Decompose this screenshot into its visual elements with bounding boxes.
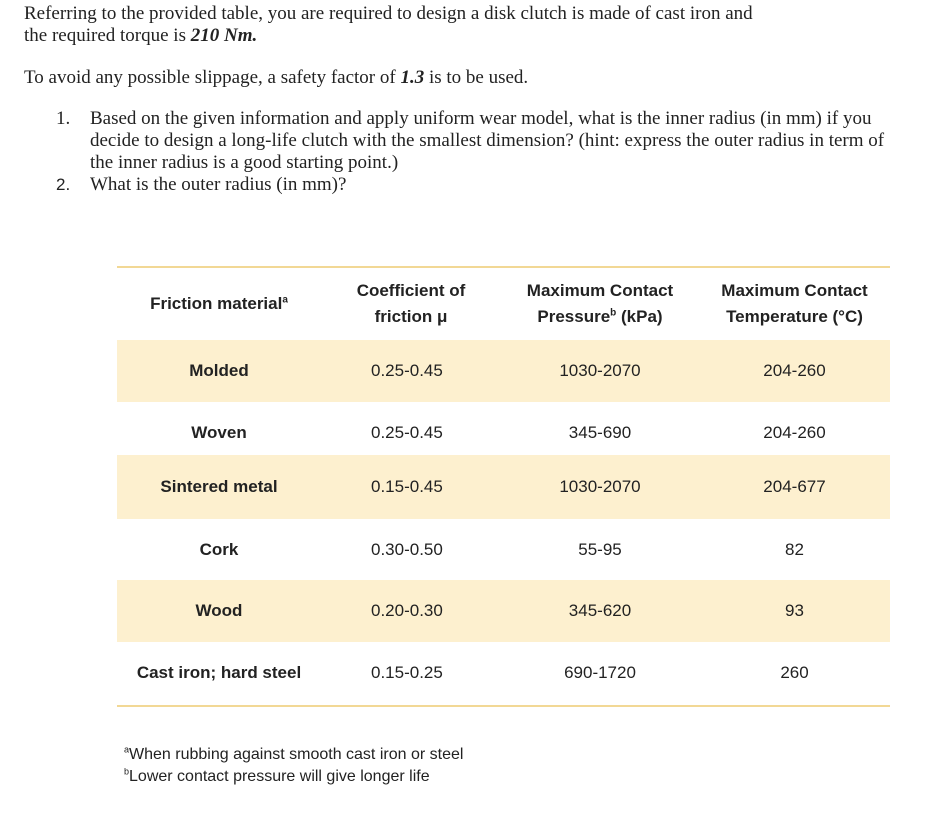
cell-material: Cast iron; hard steel [136,663,302,682]
cell-temperature: 204-260 [763,361,826,380]
cell-friction: 0.20-0.30 [371,601,443,620]
header-col3-line2: Pressure [537,307,611,326]
header-col2-line1: Coefficient of [356,281,466,300]
cell-pressure: 1030-2070 [559,361,641,380]
header-col4-line1: Maximum Contact [721,281,868,300]
question-list [56,108,896,196]
intro-line-1: Referring to the provided table, you are required to design a disk clutch is made of cast iron and [24,3,753,24]
footnote [124,766,463,788]
table-footnotes [124,744,463,788]
cell-friction: 0.25-0.45 [371,361,443,380]
header-friction-material [117,268,321,340]
cell-friction: 0.30-0.50 [371,540,443,559]
cell-temperature: 260 [780,663,809,682]
header-col3-sup: b [610,307,617,319]
question-item [56,108,896,174]
cell-pressure: 345-690 [568,423,632,442]
cell-temperature: 93 [785,601,804,620]
cell-material: Cork [199,540,239,559]
cell-material: Wood [195,601,243,620]
footnote-text: When rubbing against smooth cast iron or steel [129,746,464,763]
table-header [117,268,890,340]
cell-friction: 0.25-0.45 [371,423,443,442]
cell-pressure: 55-95 [578,540,622,559]
cell-material: Woven [191,423,247,442]
table-row [117,580,890,642]
safety-text-a: To avoid any possible slippage, a safety factor of [24,67,401,88]
cell-pressure: 345-620 [568,601,632,620]
question-item [56,174,896,196]
header-col2-line2: friction μ [374,307,448,326]
footnote-text: Lower contact pressure will give longer life [129,768,430,785]
question-number: 2. [56,175,71,194]
header-col1-text: Friction material [150,294,283,313]
table-row [117,340,890,402]
footnote-marker: b [124,766,130,777]
table-row [117,519,890,581]
torque-value: 210 Nm. [190,25,258,46]
header-max-pressure [501,268,699,340]
intro-line-2: the required torque is [24,25,191,46]
cell-temperature: 204-677 [763,477,826,496]
friction-material-table [117,266,890,707]
header-col1-sup: a [282,294,288,306]
cell-material: Molded [189,361,249,380]
question-number: 1. [56,108,71,129]
cell-temperature: 204-260 [763,423,826,442]
intro-paragraph [24,3,904,47]
safety-factor-value: 1.3 [400,67,425,88]
cell-friction: 0.15-0.25 [371,663,443,682]
footnote [124,744,463,766]
footnote-marker: a [124,744,130,755]
cell-temperature: 82 [785,540,804,559]
table-row [117,455,890,519]
header-col3-line1: Maximum Contact [526,281,674,300]
header-max-temperature [699,268,890,340]
header-col3-unit: (kPa) [616,307,663,326]
header-col4-line2: Temperature (°C) [726,307,863,326]
header-coefficient [321,268,501,340]
table-row [117,642,890,704]
safety-paragraph [24,67,904,89]
cell-friction: 0.15-0.45 [371,477,443,496]
cell-pressure: 1030-2070 [559,477,641,496]
safety-text-b: is to be used. [424,67,529,88]
cell-material: Sintered metal [160,477,278,496]
question-text: What is the outer radius (in mm)? [90,174,347,195]
cell-pressure: 690-1720 [564,663,636,682]
question-text: Based on the given information and apply uniform wear model, what is the inner radius (in mm) if you decide to design a long-life clutch with the smallest dimension? (hint: express the outer radius in term of the inner radius is a good starting point.) [90,108,885,173]
